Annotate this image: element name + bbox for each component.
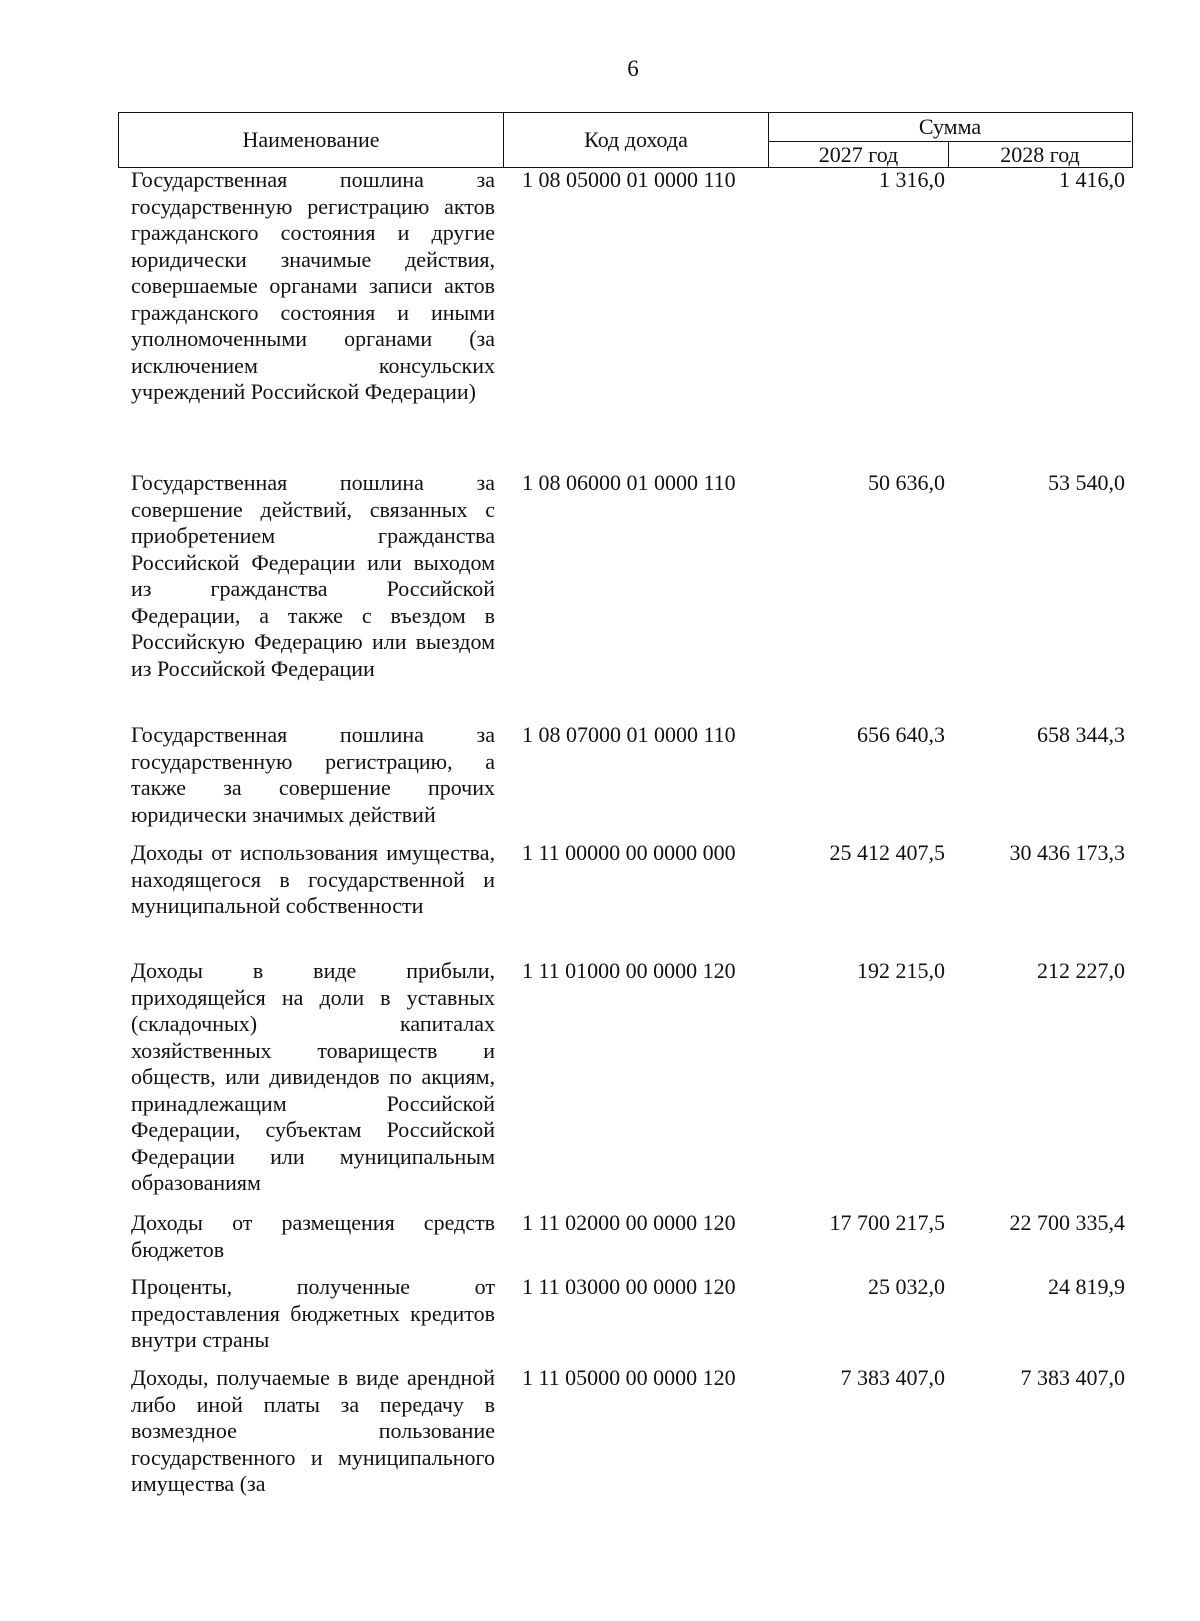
row-value-2027: 7 383 407,0 xyxy=(840,1365,945,1390)
row-name: Государственная пошлина за государственную регистрацию актов гражданского состояния и другие юридически значимые действия, совершаемые органами записи актов гражданского состояния и иными уполномоченными органами (за исключением консульских учреждений Российской Федерации) xyxy=(131,167,495,404)
header-sum: Сумма xyxy=(769,113,1131,142)
row-code: 1 11 03000 00 0000 120 xyxy=(522,1274,736,1299)
row-name: Доходы от размещения средств бюджетов xyxy=(131,1210,495,1262)
row-value-2028: 658 344,3 xyxy=(1037,722,1125,747)
row-value-2027: 25 412 407,5 xyxy=(829,840,945,865)
row-name: Государственная пошлина за совершение действий, связанных с приобретением гражданства Российской Федерации или выходом из гражданства Российской Федерации, а также с въездом в Российскую Федерацию или выездом из Российской Федерации xyxy=(131,470,495,681)
header-year-2027: 2027 год xyxy=(769,142,949,167)
row-value-2028: 24 819,9 xyxy=(1048,1274,1125,1299)
row-value-2028: 22 700 335,4 xyxy=(1009,1210,1125,1235)
row-value-2028: 53 540,0 xyxy=(1048,470,1125,495)
row-code: 1 11 01000 00 0000 120 xyxy=(522,958,736,983)
row-name: Доходы, получаемые в виде арендной либо иной платы за передачу в возмездное пользование государственного и муниципального имущества (за xyxy=(131,1365,495,1496)
row-code: 1 11 02000 00 0000 120 xyxy=(522,1210,736,1235)
row-name: Доходы от использования имущества, находящегося в государственной и муниципальной собственности xyxy=(131,840,495,918)
row-value-2028: 7 383 407,0 xyxy=(1020,1365,1125,1390)
row-value-2027: 656 640,3 xyxy=(857,722,945,747)
header-name: Наименование xyxy=(119,113,504,167)
header-year-2028: 2028 год xyxy=(1000,141,1080,167)
header-code: Код дохода xyxy=(504,113,769,167)
row-value-2028: 1 416,0 xyxy=(1059,167,1125,192)
row-code: 1 11 05000 00 0000 120 xyxy=(522,1365,736,1390)
row-code: 1 08 05000 01 0000 110 xyxy=(522,167,736,192)
row-name: Проценты, полученные от предоставления бюджетных кредитов внутри страны xyxy=(131,1274,495,1352)
row-value-2028: 212 227,0 xyxy=(1037,958,1125,983)
row-code: 1 11 00000 00 0000 000 xyxy=(522,840,736,865)
row-value-2027: 192 215,0 xyxy=(857,958,945,983)
row-name: Государственная пошлина за государственную регистрацию, а также за совершение прочих юридически значимых действий xyxy=(131,722,495,827)
row-name: Доходы в виде прибыли, приходящейся на доли в уставных (складочных) капиталах хозяйственных товариществ и обществ, или дивидендов по акциям, принадлежащим Российской Федерации, субъектам Российской Федерации или муниципальным образованиям xyxy=(131,958,495,1195)
page-number: 6 xyxy=(627,56,639,81)
row-value-2027: 1 316,0 xyxy=(879,167,945,192)
row-value-2027: 25 032,0 xyxy=(868,1274,945,1299)
row-code: 1 08 06000 01 0000 110 xyxy=(522,470,736,495)
row-value-2028: 30 436 173,3 xyxy=(1009,840,1125,865)
row-value-2027: 50 636,0 xyxy=(868,470,945,495)
row-value-2027: 17 700 217,5 xyxy=(829,1210,945,1235)
row-code: 1 08 07000 01 0000 110 xyxy=(522,722,736,747)
